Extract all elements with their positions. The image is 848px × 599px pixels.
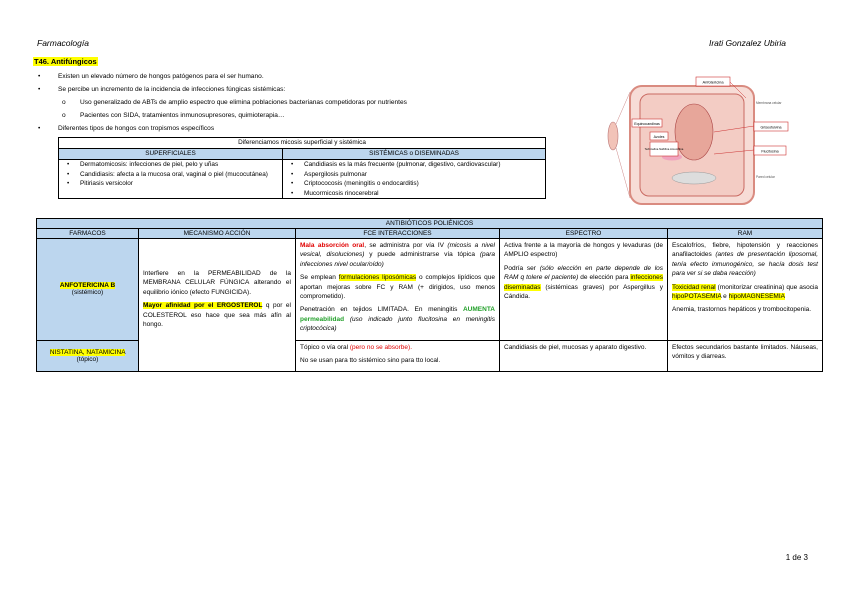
label-membrana: Membrana celular	[756, 101, 782, 105]
fce-cell: Tópico o vía oral (pero no se absorbe). No se usan para tto sistémico sino para tto local.	[296, 340, 500, 372]
bullet: • Existen un elevado número de hongos patógenos para el ser humano.	[38, 70, 578, 83]
drug-anfotericina: ANFOTERICINA B (sistémico)	[37, 239, 139, 341]
sub-bullet: o Uso generalizado de ABTs de amplio espectro que elimina poblaciones bacterianas competidoras por nutrientes	[38, 96, 578, 109]
zoom-line	[616, 148, 630, 198]
label-flucitosina: Flucitosina	[761, 149, 779, 154]
header-author: Irati Gonzalez Ubiria	[708, 38, 786, 48]
ram-cell: Escalofríos, fiebre, hipotensión y reacciones anafilactoides (antes de presentación liposomal, tenía efecto inmunogénico, se hacía dosis test para ver si se daba reacción) Toxicidad renal (monitorizar creatinina) que asocia hipoPOTASEMIA e hipoMAGNESEMIA Anemia, trastornos hepáticos y trombocitopenia.	[668, 239, 823, 341]
nucleus-shape	[675, 104, 713, 160]
organelle-shape	[672, 172, 716, 184]
page-number: 1 de 3	[785, 553, 808, 562]
col-ram: RAM	[668, 229, 823, 239]
drug-nistatina: NISTATINA, NATAMICINA (tópico)	[37, 340, 139, 372]
label-azoles: Azoles	[653, 135, 665, 139]
antibioticos-table	[36, 218, 823, 372]
superficiales-cell	[59, 160, 283, 199]
micosis-caption: Diferenciamos micosis superficial y sistémica	[59, 138, 546, 149]
list-item: • Aspergilosis pulmonar	[286, 170, 542, 180]
list-item: • Criptococosis (meningitis o endocarditis)	[286, 179, 542, 189]
mecanismo-cell: Interfiere en la PERMEABILIDAD de la MEMBRANA CELULAR FÚNGICA alterando el equilibrio iónico (efecto FUNGICIDA). Mayor afinidad por el ERGOSTEROL q por el COLESTEROL eso hace que sea más afín al hongo.	[139, 239, 296, 372]
list-item: • Mucormicosis rinocerebral	[286, 189, 542, 199]
label-equinocandinas: Equinocandinas	[634, 122, 660, 126]
bullet: • Diferentes tipos de hongos con tropismos específicos	[38, 122, 578, 135]
espectro-cell: Activa frente a la mayoría de hongos y levaduras (de AMPLIO espectro) Podría ser (sólo elección en parte depende de los RAM q tolere el paciente) de elección para infecciones diseminadas (sistémicas graves) por Aspergillus y Cándida.	[500, 239, 668, 341]
sistemicas-cell	[283, 160, 546, 199]
label-anfotericina: Anfotericina	[702, 79, 724, 85]
col-superficiales: SUPERFICIALES	[59, 149, 283, 160]
col-mecanismo: MECANISMO ACCIÓN	[139, 229, 296, 239]
zoom-line	[616, 92, 630, 124]
fce-cell: Mala absorción oral, se administra por vía IV (micosis a nivel vesical, disoluciones) y puede administrarse vía tópica (para infecciones nivel ocular/oído) Se emplean formulaciones liposómicas o complejos lipídicos que aportan mejoras sobre FC y RAM (+ dirigidos, uso menos comprometido). Penetración en tejidos LIMITADA. En meningitis AUMENTA permeabilidad (uso indicado junto flucitosina en meningitis criptocócica)	[296, 239, 500, 341]
intro-bullets	[38, 70, 578, 135]
list-item: • Candidiasis es la más frecuente (pulmonar, digestivo, cardiovascular)	[286, 160, 542, 170]
list-item: • Candidiasis: afecta a la mucosa oral, vaginal o piel (mucocutánea)	[62, 170, 279, 180]
label-terbinafina: Terbinafina Naftifina Amorolfina	[644, 147, 684, 151]
page-title: T46. Antifúngicos	[34, 57, 97, 66]
col-farmacos: FARMACOS	[37, 229, 139, 239]
fungal-cell-diagram	[606, 74, 816, 214]
label-griseofulvina: Griseofulvina	[760, 125, 782, 130]
espectro-cell: Candidiasis de piel, mucosas y aparato digestivo.	[500, 340, 668, 372]
ram-cell: Efectos secundarios bastante limitados. Náuseas, vómitos y diarreas.	[668, 340, 823, 372]
list-item: • Dermatomicosis: infecciones de piel, pelo y uñas	[62, 160, 279, 170]
list-item: • Pitiriasis versicolor	[62, 179, 279, 189]
col-sistemicas: SISTÉMICAS o DISEMINADAS	[283, 149, 546, 160]
bullet: • Se percibe un incremento de la incidencia de infecciones fúngicas sistémicas:	[38, 83, 578, 96]
table-row	[37, 239, 823, 341]
micosis-table	[58, 137, 546, 199]
label-pared: Pared celular	[756, 175, 775, 179]
zoom-origin-icon	[608, 122, 618, 150]
sub-bullet: o Pacientes con SIDA, tratamientos inmunosupresores, quimioterapia…	[38, 109, 578, 122]
header-subject: Farmacología	[37, 38, 89, 48]
col-fce: FCE INTERACCIONES	[296, 229, 500, 239]
antibioticos-caption: ANTIBIÓTICOS POLIÉNICOS	[37, 219, 823, 229]
col-espectro: ESPECTRO	[500, 229, 668, 239]
